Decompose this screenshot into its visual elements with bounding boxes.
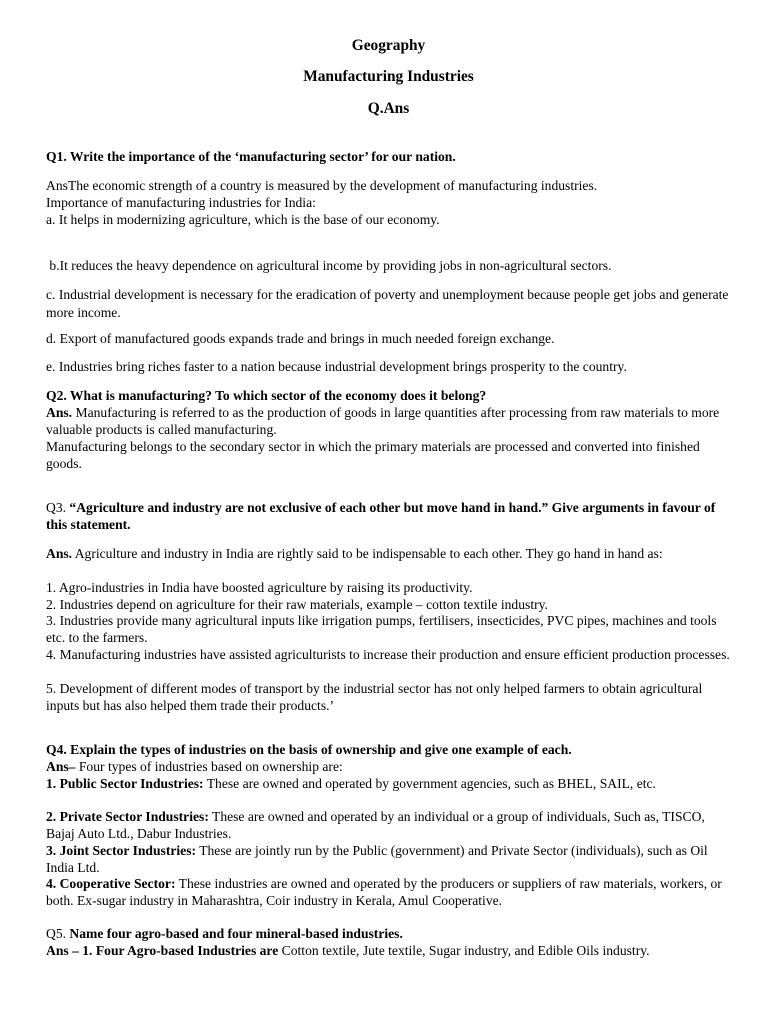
q5-question: Name four agro-based and four mineral-based industries. [69, 926, 403, 941]
q1-question: Q1. Write the importance of the ‘manufacturing sector’ for our nation. [46, 149, 456, 164]
q2-question: Q2. What is manufacturing? To which sector of the economy does it belong? [46, 388, 487, 403]
q3-ans-text: Agriculture and industry in India are rightly said to be indispensable to each other. They go hand in hand as: [72, 546, 663, 561]
q4-item-1 [46, 776, 731, 793]
q4-item-3-text: These are jointly run by the Public (government) and Private Sector (individuals), such as Oil India Ltd. [46, 843, 708, 875]
q5-number: Q5. [46, 926, 70, 941]
q4-item-3-label: 3. Joint Sector Industries: [46, 843, 197, 858]
q3-question-block [46, 500, 731, 533]
q4-ans-label: Ans– [46, 759, 76, 774]
q3-point-1: 1. Agro-industries in India have boosted agriculture by raising its productivity. [46, 580, 473, 595]
subject-title: Geography [351, 37, 426, 54]
q4-item-3 [46, 843, 731, 876]
q4-answer [46, 759, 731, 776]
q2-answer-2: Manufacturing belongs to the secondary sector in which the primary materials are processed and converted into finished goods. [46, 439, 700, 471]
q3-question: “Agriculture and industry are not exclusive of each other but move hand in hand.” Give arguments in favour of this statement. [46, 500, 716, 532]
q5-question-block [46, 926, 731, 943]
q4-item-1-text: These are owned and operated by government agencies, such as BHEL, SAIL, etc. [203, 776, 656, 791]
q1-point-b: b.It reduces the heavy dependence on agricultural income by providing jobs in non-agricultural sectors. [46, 258, 612, 273]
q4-item-4-label: 4. Cooperative Sector: [46, 876, 176, 891]
q3-point-4: 4. Manufacturing industries have assisted agriculturists to increase their production and ensure efficient production processes. [46, 647, 730, 662]
q1-answer-line1: AnsThe economic strength of a country is measured by the development of manufacturing industries. [46, 178, 598, 193]
q4-question: Q4. Explain the types of industries on the basis of ownership and give one example of each. [46, 742, 572, 757]
q1-point-a: a. It helps in modernizing agriculture, which is the base of our economy. [46, 212, 440, 227]
q4-item-4 [46, 876, 731, 909]
q1-point-d: d. Export of manufactured goods expands trade and brings in much needed foreign exchange. [46, 331, 555, 346]
chapter-title: Manufacturing Industries [303, 68, 474, 85]
q4-item-2-text: These are owned and operated by an individual or a group of individuals, Such as, TISCO, Bajaj Auto Ltd., Dabur Industries. [46, 809, 705, 841]
q4-item-2-label: 2. Private Sector Industries: [46, 809, 209, 824]
q1-answer-line2: Importance of manufacturing industries for India: [46, 195, 316, 210]
q3-number: Q3. [46, 500, 70, 515]
q4-ans-text: Four types of industries based on ownership are: [75, 759, 343, 774]
q4-item-4-text: These industries are owned and operated by the producers or suppliers of raw materials, workers, or both. Ex-sugar industry in Maharashtra, Coir industry in Kerala, Amul Cooperative. [46, 876, 722, 908]
q2-answer [46, 405, 731, 438]
q5-answer [46, 943, 731, 960]
q5-ans-text: Cotton textile, Jute textile, Sugar industry, and Edible Oils industry. [278, 943, 650, 958]
q3-point-5: 5. Development of different modes of transport by the industrial sector has not only helped farmers to obtain agricultural inputs but has also helped them trade their products.’ [46, 681, 703, 713]
q2-ans-label: Ans. [46, 405, 73, 420]
q2-ans-text: Manufacturing is referred to as the production of goods in large quantities after processing from raw materials to more valuable products is called manufacturing. [46, 405, 720, 437]
q1-point-c: c. Industrial development is necessary for the eradication of poverty and unemployment because people get jobs and generate more income. [46, 287, 729, 320]
q3-answer [46, 546, 731, 563]
q3-point-3: 3. Industries provide many agricultural inputs like irrigation pumps, fertilisers, insecticides, PVC pipes, machines and tools etc. to the farmers. [46, 613, 717, 645]
q3-point-2: 2. Industries depend on agriculture for their raw materials, example – cotton textile industry. [46, 597, 548, 612]
q5-ans-label: Ans – 1. Four Agro-based Industries are [46, 943, 279, 958]
q3-ans-label: Ans. [46, 546, 73, 561]
document-type: Q.Ans [367, 100, 410, 117]
q4-item-1-label: 1. Public Sector Industries: [46, 776, 204, 791]
q4-item-2 [46, 809, 731, 842]
q1-point-e: e. Industries bring riches faster to a nation because industrial development brings prosperity to the country. [46, 359, 627, 374]
